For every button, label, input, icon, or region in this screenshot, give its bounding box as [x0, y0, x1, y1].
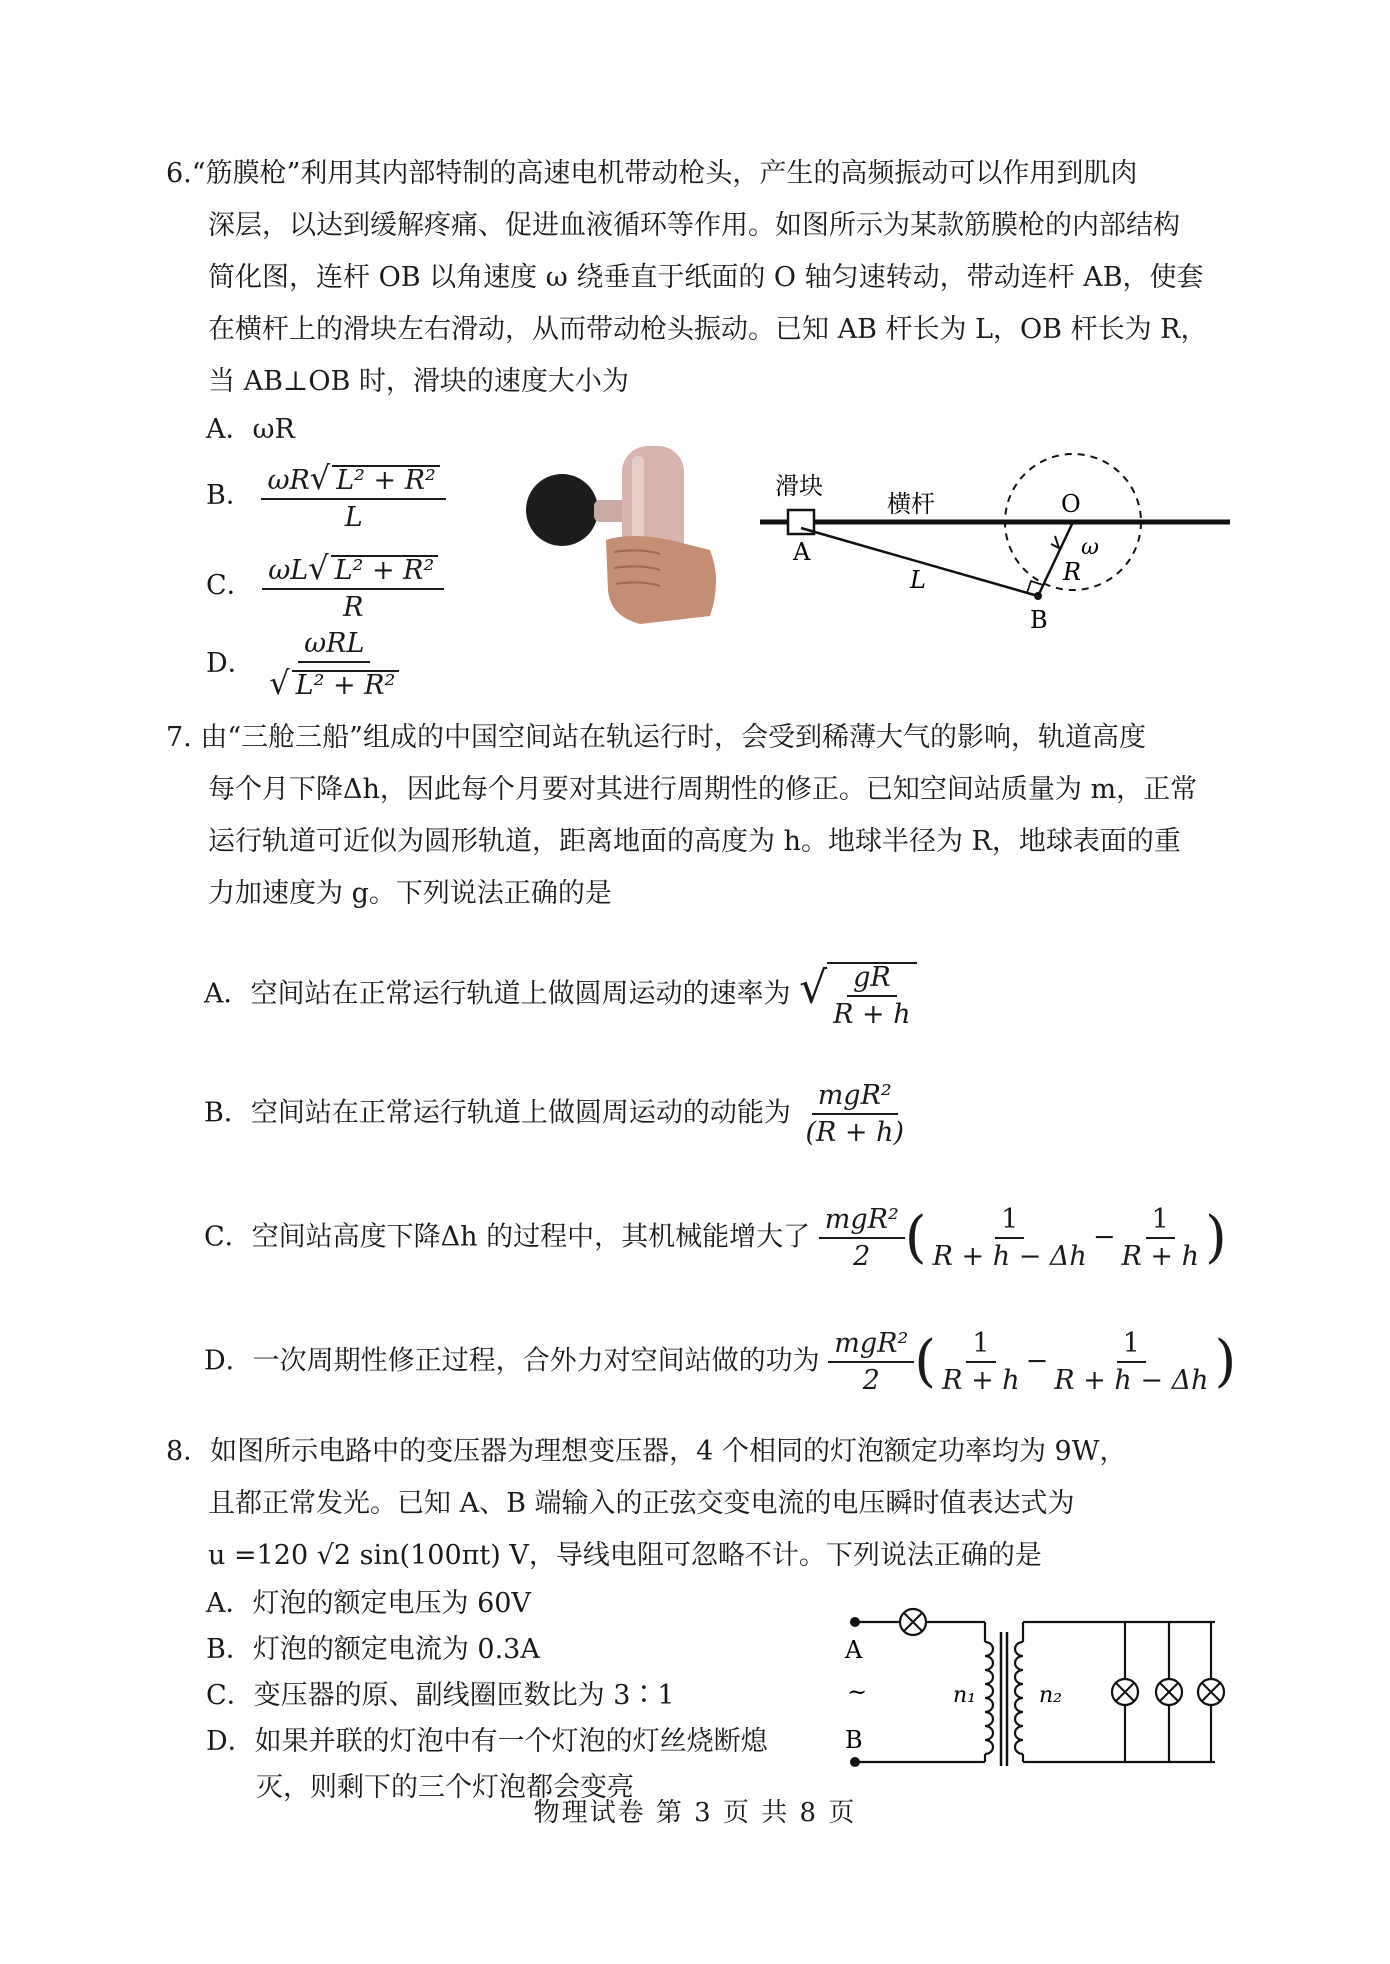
q7-option-d-term1 — [936, 1330, 1026, 1394]
q7-option-c-term1-num: 1 — [995, 1206, 1024, 1239]
secondary-coil — [1015, 1642, 1023, 1754]
q7-line-3: 运行轨道可近似为圆形轨道，距离地面的高度为 h。地球半径为 R，地球表面的重 — [208, 826, 1181, 857]
q7-option-d-coef — [828, 1330, 914, 1394]
q6-line-2: 深层，以达到缓解疼痛、促进血液循环等作用。如图所示为某款筋膜枪的内部结构 — [208, 210, 1180, 241]
q7-line-2: 每个月下降Δh，因此每个月要对其进行周期性的修正。已知空间站质量为 m，正常 — [208, 774, 1198, 805]
q7-option-c-term2-num: 1 — [1146, 1206, 1175, 1239]
q6-line-3: 简化图，连杆 OB 以角速度 ω 绕垂直于纸面的 O 轴匀速转动，带动连杆 AB，使套 — [208, 262, 1204, 293]
q6-line-4: 在横杆上的滑块左右滑动，从而带动枪头振动。已知 AB 杆长为 L，OB 杆长为 R， — [208, 314, 1208, 345]
q7-option-d-term1-den: R + h — [942, 1365, 1020, 1396]
q7-option-d-text: D．一次周期性修正过程，合外力对空间站做的功为 — [204, 1345, 820, 1377]
q6-mechanism-diagram — [755, 420, 1235, 640]
q6-option-c-num: ωL — [268, 555, 309, 586]
gun-head-ball — [526, 474, 598, 546]
q7-line-1: 7. 由“三舱三船”组成的中国空间站在轨运行时，会受到稀薄大气的影响，轨道高度 — [166, 722, 1146, 753]
q7-option-b — [204, 1082, 910, 1146]
q8-line-3: u =120 √2 sin(100πt) V，导线电阻可忽略不计。下列说法正确的是 — [208, 1540, 1042, 1571]
q6-option-a: A．ωR — [206, 414, 295, 445]
q8-option-d-line-2: 灭，则剩下的三个灯泡都会变亮 — [256, 1772, 634, 1803]
q8-option-b: B．灯泡的额定电流为 0.3A — [206, 1634, 540, 1665]
q6-line-5: 当 AB⊥OB 时，滑块的速度大小为 — [208, 366, 629, 397]
q7-option-d-term2-num: 1 — [1117, 1330, 1146, 1363]
q6-option-d — [206, 628, 405, 702]
q7-line-4: 力加速度为 g。下列说法正确的是 — [208, 878, 612, 909]
q7-option-c-coef — [819, 1206, 905, 1270]
omega-arrow — [1051, 536, 1059, 548]
q6-option-c — [206, 549, 444, 623]
q7-option-a-num: gR — [847, 964, 897, 997]
q6-option-c-den: R — [343, 592, 364, 623]
label-a: A — [845, 1636, 863, 1664]
page-footer: 物理试卷 第 3 页 共 8 页 — [533, 1798, 857, 1828]
q7-option-c-term1 — [927, 1206, 1093, 1270]
q7-option-d: D．一次周期性修正过程，合外力对空间站做的功为 $\frac{\text{mgR²}}{2}$ ( $\frac{1}{R + h}$ − $\frac{1}{R + h - \Delta h}$ ) — [204, 1328, 1237, 1396]
q8-option-a: A．灯泡的额定电压为 60V — [206, 1588, 531, 1619]
slider-label: 滑块 — [775, 472, 823, 500]
q8-line-2: 且都正常发光。已知 A、B 端输入的正弦交变电流的电压瞬时值表达式为 — [208, 1488, 1075, 1519]
q8-option-d-line-1: D．如果并联的灯泡中有一个灯泡的灯丝烧断熄 — [206, 1726, 768, 1757]
rod-label: 横杆 — [887, 490, 935, 518]
q7-option-c: C．空间站高度下降Δh 的过程中，其机械能增大了 $\frac{\text{mgR²}}{2}$ ( $\frac{1}{R + h - \Delta h}$ − $\frac{1}{R + h}$ ) — [204, 1204, 1227, 1272]
label-n1: n₁ — [953, 1683, 976, 1708]
q6-option-b-den: L — [344, 502, 363, 533]
q7-option-c-term2 — [1115, 1206, 1205, 1270]
q6-option-b — [206, 459, 446, 533]
q7-option-c-term1-den: R + h − Δh — [932, 1241, 1087, 1272]
q8-line-1: 8．如图所示电路中的变压器为理想变压器，4 个相同的灯泡额定功率均为 9W， — [166, 1436, 1127, 1467]
q8-option-c: C．变压器的原、副线圈匝数比为 3∶1 — [206, 1680, 675, 1711]
q6-option-d-radicand: L² + R² — [292, 670, 400, 699]
q6-option-d-label: D． — [206, 648, 255, 679]
q7-option-d-minus: − — [1025, 1345, 1049, 1377]
q7-option-c-coef-den: 2 — [853, 1241, 871, 1272]
q7-option-b-den: (R + h) — [805, 1117, 905, 1148]
point-a-label: A — [793, 538, 811, 566]
length-l-label: L — [910, 566, 926, 594]
q7-option-d-term2 — [1048, 1330, 1214, 1394]
omega-label: ω — [1081, 535, 1099, 560]
point-b-label: B — [1030, 606, 1048, 634]
q6-option-b-label: B． — [206, 480, 253, 511]
q7-option-b-num: mgR² — [812, 1082, 898, 1115]
massage-gun-image — [510, 440, 730, 630]
q7-option-a-fraction — [827, 962, 917, 1028]
q6-option-b-fraction: $\frac{\text{ωR√ L² + R²}}{L}$ — [261, 462, 445, 531]
q7-option-d-coef-den: 2 — [862, 1365, 880, 1396]
q6-option-c-label: C． — [206, 570, 254, 601]
q6-option-b-radicand: L² + R² — [332, 465, 440, 494]
q7-option-b-fraction — [799, 1082, 910, 1146]
q7-option-a-den: R + h — [833, 999, 911, 1030]
q7-option-a: A．空间站在正常运行轨道上做圆周运动的速率为 √ $\frac{gR}{R + h}$ — [204, 962, 917, 1028]
length-r-label: R — [1063, 558, 1082, 586]
point-o-label: O — [1061, 490, 1081, 518]
q7-option-a-text: A．空间站在正常运行轨道上做圆周运动的速率为 — [204, 978, 791, 1010]
q6-option-b-num: ωR — [267, 465, 310, 496]
label-n2: n₂ — [1039, 1683, 1062, 1708]
primary-coil — [985, 1642, 993, 1754]
q7-option-c-minus: − — [1092, 1221, 1116, 1253]
q6-option-d-num: ωRL — [298, 630, 370, 663]
q6-line-1: 6.“筋膜枪”利用其内部特制的高速电机带动枪头，产生的高频振动可以作用到肌肉 — [166, 158, 1138, 189]
q7-option-c-coef-num: mgR² — [819, 1206, 905, 1239]
q7-option-c-text: C．空间站高度下降Δh 的过程中，其机械能增大了 — [204, 1221, 811, 1253]
q6-option-c-radicand: L² + R² — [331, 555, 439, 584]
q7-option-d-term2-den: R + h − Δh — [1054, 1365, 1209, 1396]
q6-option-d-fraction: $\frac{\text{ωRL}}{\text{√ L² + R²}}$ — [263, 630, 405, 699]
label-tilde: ~ — [847, 1678, 868, 1706]
q7-option-c-term2-den: R + h — [1121, 1241, 1199, 1272]
q7-option-d-term1-num: 1 — [966, 1330, 995, 1363]
q7-option-d-coef-num: mgR² — [828, 1330, 914, 1363]
q8-circuit-diagram — [835, 1600, 1230, 1775]
hand — [606, 536, 716, 624]
q7-option-b-text: B．空间站在正常运行轨道上做圆周运动的动能为 — [204, 1097, 791, 1129]
label-b: B — [845, 1726, 863, 1754]
q6-option-c-fraction: $\frac{\text{ωL√ L² + R²}}{R}$ — [262, 552, 444, 621]
